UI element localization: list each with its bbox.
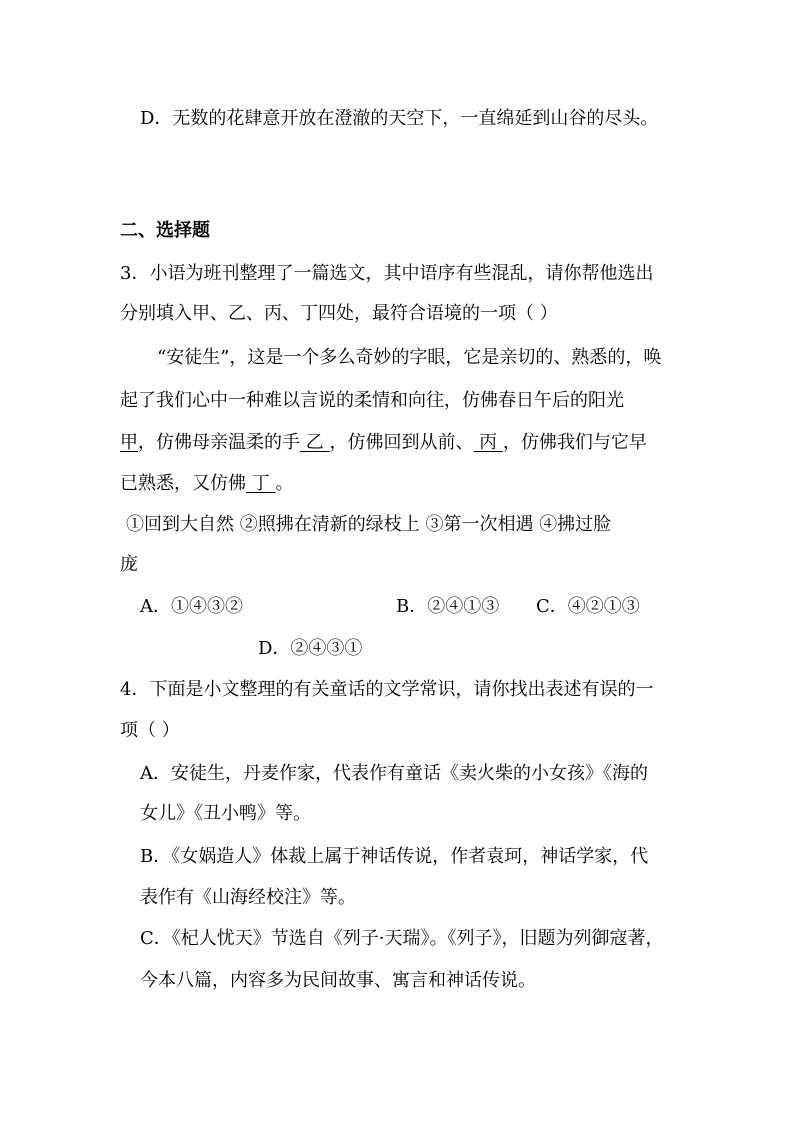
q2-option-d: D．无数的花肆意开放在澄澈的天空下，一直绵延到山谷的尽头。: [140, 108, 659, 129]
q4-option-c-line1: C．《杞人忧天》节选自《列子·天瑞》。《列子》，旧题为列御寇著，: [140, 928, 664, 949]
q3-items-line2: 庞: [120, 554, 138, 575]
q3-passage-line3: [120, 431, 647, 455]
q3-passage-line1: “安徒生”，这是一个多么奇妙的字眼，它是亲切的、熟悉的，唤: [157, 347, 662, 368]
q4-option-b-line2: 表作有《山海经校注》等。: [140, 887, 356, 908]
q3-stem-line1: 3．小语为班刊整理了一篇选文，其中语序有些混乱，请你帮他选出: [120, 263, 654, 284]
q3-blank-ding: 丁: [246, 473, 276, 494]
q3-passage-line2: [120, 389, 624, 413]
q3-stem-line2: 分别填入甲、乙、丙、丁四处，最符合语境的一项（ ）: [120, 303, 558, 324]
q4-stem-line2: 项（ ）: [120, 720, 180, 741]
q3-passage-line4-end: 。: [275, 473, 294, 494]
q3-passage-line4: [120, 472, 293, 496]
q3-text-after-yi: ，仿佛回到从前、: [329, 432, 474, 453]
q3-blank-yi: 乙: [300, 432, 330, 453]
q3-blank-bing: 丙: [473, 432, 503, 453]
q3-option-a: A．①④③②: [140, 596, 243, 617]
q3-items-line1: ①回到大自然 ②照拂在清新的绿枝上 ③第一次相遇 ④拂过脸: [126, 514, 612, 535]
section-title: 二、选择题: [120, 220, 210, 241]
q3-option-c: C．④②①③: [536, 596, 640, 617]
q4-option-b-line1: B．《女娲造人》体裁上属于神话传说，作者袁珂，神话学家，代: [140, 846, 649, 867]
q4-option-c-line2: 今本八篇，内容多为民间故事、寓言和神话传说。: [140, 970, 536, 991]
q3-blank-jia: 甲: [120, 432, 138, 453]
q3-option-b: B．②④①③: [396, 596, 500, 617]
q3-text-after-bing: ，仿佛我们与它早: [502, 432, 647, 453]
q4-stem-line1: 4．下面是小文整理的有关童话的文学常识，请你找出表述有误的一: [120, 679, 654, 700]
q4-option-a-line1: A．安徒生，丹麦作家，代表作有童话《卖火柴的小女孩》《海的: [140, 763, 648, 784]
q3-option-d: D．②④③①: [258, 638, 363, 659]
q4-option-a-line2: 女儿》《丑小鸭》等。: [140, 803, 311, 824]
q3-text-after-jia: ，仿佛母亲温柔的手: [138, 432, 300, 453]
q3-passage-line4-text: 已熟悉，又仿佛: [120, 473, 246, 494]
q3-passage-line2-text: 起了我们心中一种难以言说的柔情和向往，仿佛春日午后的阳光: [120, 390, 624, 411]
